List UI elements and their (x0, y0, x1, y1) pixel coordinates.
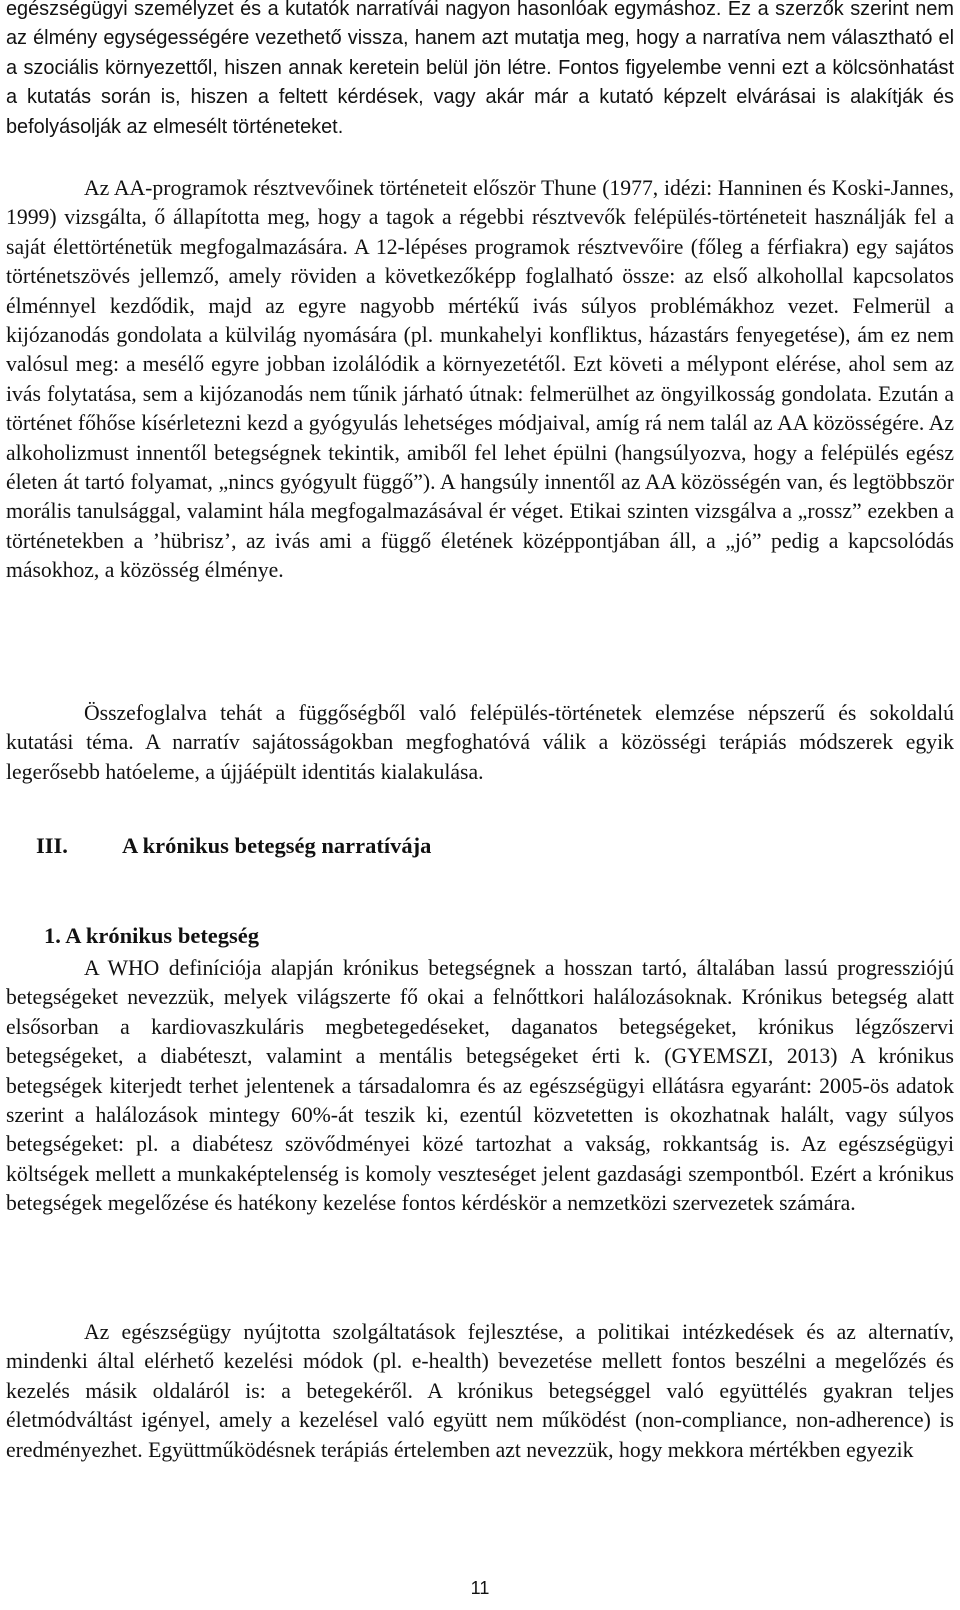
paragraph-aa-programs: Az AA-programok résztvevőinek történeteit először Thune (1977, idézi: Hanninen és Koski-Jannes, 1999) vizsgálta, ő állapította meg, hogy a tagok a régebbi résztvevők felépülés-történeteit használják fel a saját élettörténetük megfogalmazására. A 12-lépéses programok résztvevőire (főleg a férfiakra) egy sajátos történetszövés jellemző, amely röviden a következőképp foglalható össze: az első alkohollal kapcsolatos élménnyel kezdődik, majd az egyre nagyobb mértékű ivás súlyos problémákhoz vezet. Felmerül a kijózanodás gondolata a külvilág nyomására (pl. munkahelyi konfliktus, házastárs fenyegetése), ám ez nem valósul meg: a mesélő egyre jobban izolálódik a környezetétől. Ezt követi a mélypont elérése, ahol sem az ivás folytatása, sem a kijózanodás nem tűnik járható útnak: felmerülhet az öngyilkosság gondolata. Ezután a történet főhőse kísérletezni kezd a gyógyulás lehetséges módjaival, amíg rá nem talál az AA közösségére. Az alkoholizmust innentől betegségnek tekintik, amiből fel lehet épülni (hangsúlyozva, hogy a felépülés egész életen át tartó folyamat, „nincs gyógyult függő”). A hangsúly innentől az AA közösségén van, és legtöbbször morális tanulsággal, valamint hála megfogalmazásával ér véget. Etikai szinten vizsgálva a „rossz” ezekben a történetekben a ’hübrisz’, az ivás ami a függő életének középpontjában áll, a „jó” pedig a kapcsolódás másokhoz, a közösség élménye. (6, 176, 954, 583)
paragraph-summary: Összefoglalva tehát a függőségből való felépülés-történetek elemzése népszerű és sokoldalú kutatási téma. A narratív sajátosságokban megfoghatóvá válik a közösségi terápiás módszerek egyik legerősebb hatóeleme, a újjáépült identitás kialakulása. (6, 701, 954, 784)
chapter-heading-title: A krónikus betegség narratívája (122, 833, 432, 858)
paragraph-narratives-social-context: egészségügyi személyzet és a kutatók narratívái nagyon hasonlóak egymáshoz. Ez a szerzők szerint nem az élmény egységességére vezethető vissza, hanem azt mutatja meg, hogy a narratíva nem választható el a szociális környezettől, hiszen annak keretein belül jön létre. Fontos figyelembe venni ezt a kölcsönhatást a kutatás során is, hiszen a feltett kérdések, vagy akár már a kutató képzelt elvárásai is alakítják és befolyásolják az elmesélt történeteket. (6, 0, 954, 138)
page-number: 11 (470, 1578, 490, 1598)
paragraph-patient-side: Az egészségügy nyújtotta szolgáltatások fejlesztése, a politikai intézkedések és az alternatív, mindenki által elérhető kezelési módok (pl. e-health) bevezetése mellett fontos beszélni a megelőzés és kezelés másik oldaláról is: a betegekéről. A krónikus betegséggel való együttélés gyakran teljes életmódváltást igényel, amely a kezelésel való együtt nem működést (non-compliance, non-adherence) is eredményezhet. Együttműködésnek terápiás értelemben azt nevezzük, hogy mekkora mértékben egyezik (6, 1320, 954, 1462)
chapter-heading-number: III. (36, 833, 68, 858)
section-heading: 1. A krónikus betegség (44, 923, 260, 948)
paragraph-who-definition: A WHO definíciója alapján krónikus betegségnek a hosszan tartó, általában lassú progressziójú betegségeket nevezzük, melyek világszerte fő okai a felnőttkori halálozásoknak. Krónikus betegség alatt elsősorban a kardiovaszkuláris megbetegedéseket, daganatos betegségeket, krónikus légzőszervi betegségeket, a diabéteszt, valamint a mentális betegségeket érti k. (GYEMSZI, 2013) A krónikus betegségek kiterjedt terhet jelentenek a társadalomra és az egészségügyi ellátásra egyaránt: 2005-ös adatok szerint a halálozások mintegy 60%-át teszik ki, ezentúl közvetetten is okozhatnak halált, vagy súlyos betegségeket: pl. a diabétesz szövődményei közé tartozhat a vakság, rokkantság is. Az egészségügyi költségek mellett a munkaképtelenség is komoly veszteséget jelent gazdasági szempontból. Ezért a krónikus betegségek megelőzése és hatékony kezelése fontos kérdéskör a nemzetközi szervezetek számára. (6, 956, 954, 1216)
